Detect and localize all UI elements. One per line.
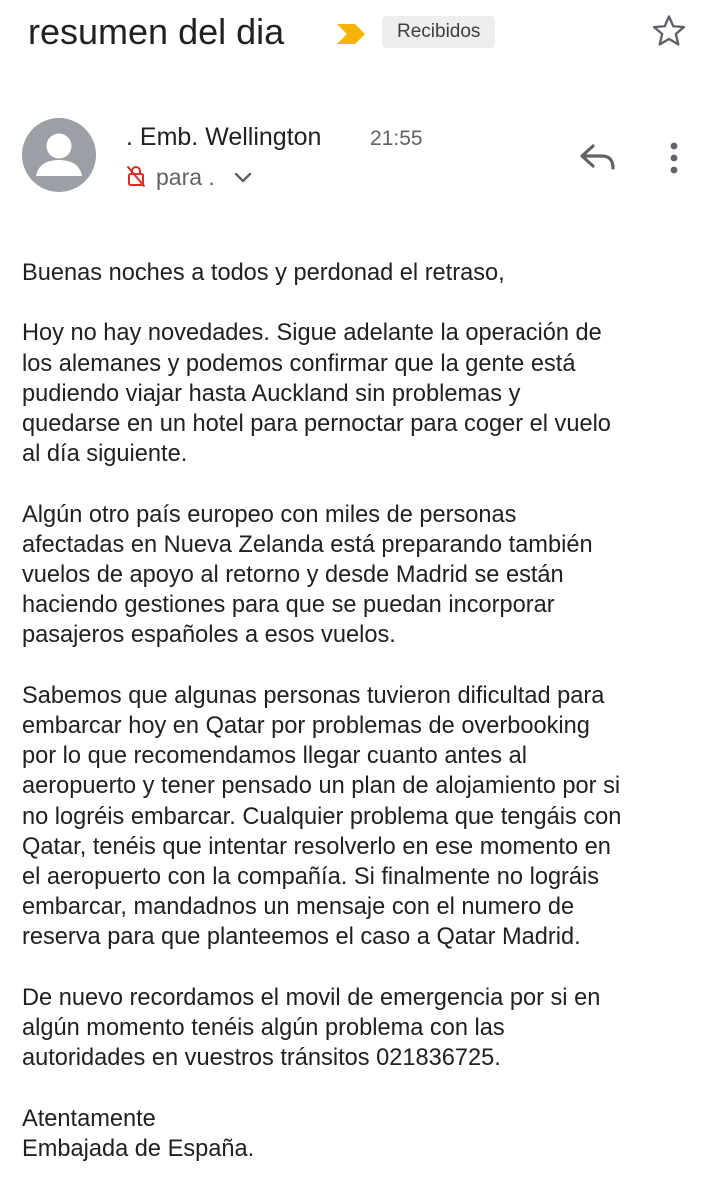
email-subject: resumen del dia: [28, 11, 285, 52]
chevron-down-icon[interactable]: [232, 168, 254, 186]
more-vert-icon[interactable]: [662, 138, 686, 178]
body-line: quedarse en un hotel para pernoctar para coger el vuelo: [22, 411, 611, 437]
reply-icon[interactable]: [578, 140, 618, 176]
body-line: afectadas en Nueva Zelanda está preparando también: [22, 531, 593, 558]
sender-avatar[interactable]: [22, 118, 96, 192]
importance-marker-icon[interactable]: [333, 22, 369, 46]
body-line: haciendo gestiones para que se puedan incorporar: [22, 592, 555, 619]
body-line: Algún otro país europeo con miles de personas: [22, 501, 517, 528]
label-chip-recibidos[interactable]: Recibidos: [382, 16, 495, 48]
body-paragraph-4: [22, 983, 702, 1074]
body-line: De nuevo recordamos el movil de emergencia por si en: [22, 984, 601, 1011]
greeting-paragraph: [22, 258, 702, 288]
body-paragraph-2: [22, 500, 702, 651]
body-paragraph-3: [22, 681, 702, 953]
body-line: pasajeros españoles a esos vuelos.: [22, 622, 396, 649]
recipient-text: para .: [156, 164, 215, 190]
body-line: los alemanes y podemos confirmar que la gente está: [22, 350, 576, 377]
body-line: embarcar hoy en Qatar por problemas de overbooking: [22, 713, 590, 739]
subject-header: [28, 8, 693, 54]
sender-header: [22, 118, 697, 198]
body-line: no logréis embarcar. Cualquier problema que tengáis con: [22, 803, 622, 830]
star-outline-icon[interactable]: [650, 12, 688, 50]
body-line: pudiendo viajar hasta Auckland sin problemas y: [22, 380, 521, 407]
body-line: algún momento tenéis algún problema con las: [22, 1015, 505, 1042]
body-line: Sabemos que algunas personas tuvieron dificultad para: [22, 682, 605, 709]
email-time: 21:55: [370, 127, 423, 150]
body-line: por lo que recomendamos llegar cuanto antes al: [22, 743, 527, 770]
body-paragraph-1: [22, 318, 702, 469]
body-line: Hoy no hay novedades. Sigue adelante la operación de: [22, 320, 602, 347]
closing-line: Atentamente: [22, 1105, 156, 1132]
body-line: reserva para que planteemos el caso a Qatar Madrid.: [22, 924, 581, 951]
signature-line: Embajada de España.: [22, 1135, 255, 1162]
body-line: autoridades en vuestros tránsitos 021836725.: [22, 1045, 501, 1072]
body-line: aeropuerto y tener pensado un plan de alojamiento por si: [22, 773, 621, 800]
person-avatar-icon: [22, 118, 96, 192]
sender-name[interactable]: . Emb. Wellington: [126, 123, 322, 151]
body-line: al día siguiente.: [22, 441, 188, 468]
crossed-lock-icon: [126, 164, 146, 188]
body-line: Qatar, tenéis que intentar resolverlo en ese momento en: [22, 833, 611, 860]
signature-block: [22, 1104, 702, 1164]
body-line: el aeropuerto con la compañía. Si finalmente no lográis: [22, 864, 600, 891]
body-line: embarcar, mandadnos un mensaje con el numero de: [22, 894, 575, 921]
body-line: Buenas noches a todos y perdonad el retraso,: [22, 260, 505, 286]
email-body: [22, 258, 702, 1164]
body-line: vuelos de apoyo al retorno y desde Madrid se están: [22, 562, 564, 588]
